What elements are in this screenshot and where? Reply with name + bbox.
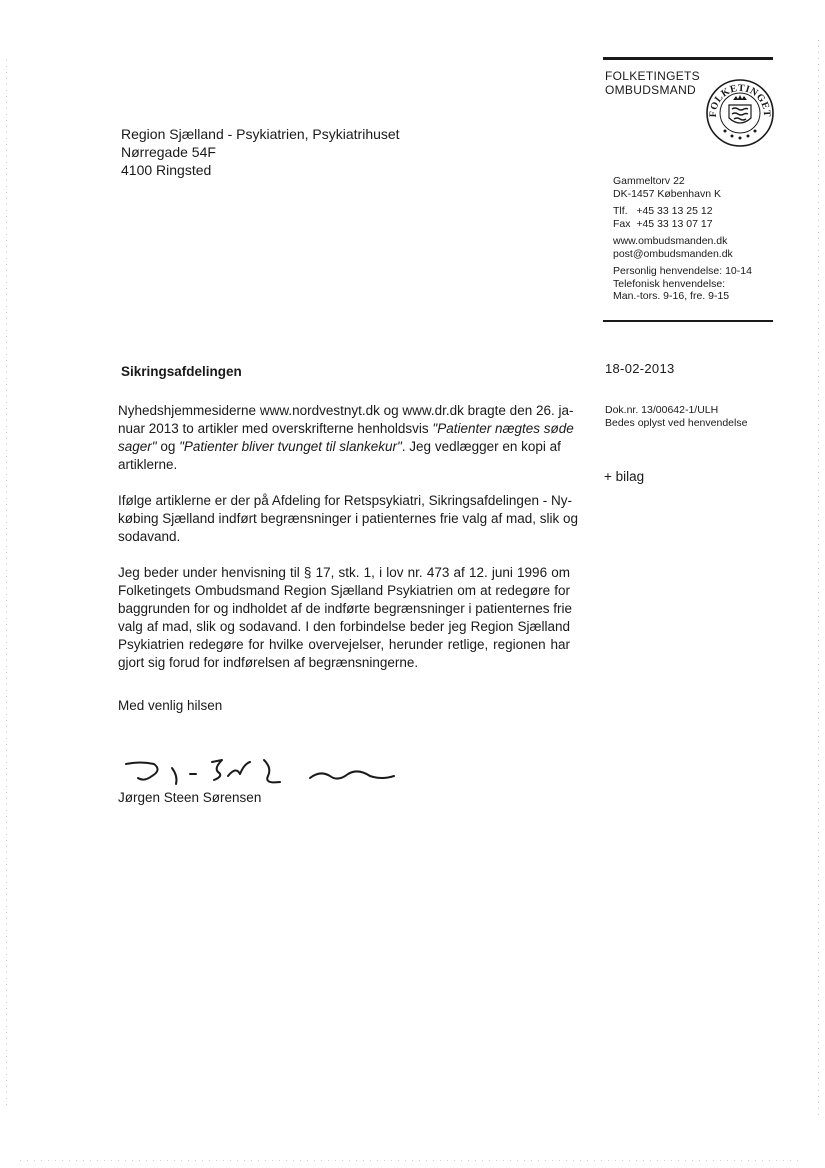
- closing-salutation: Med venlig hilsen: [118, 698, 223, 713]
- reference-note: Bedes oplyst ved henvendelse: [605, 417, 748, 429]
- paragraph-line: Jeg beder under henvisning til § 17, stk. 1, i lov nr. 473 af 12. juni 1996 om: [118, 565, 570, 580]
- recipient-line2: Nørregade 54F: [121, 144, 216, 160]
- article-title-1: "Patienter nægtes søde: [432, 421, 574, 436]
- paragraph-line: købing Sjælland indført begrænsninger i patienternes frie valg af mad, slik og: [118, 511, 578, 526]
- recipient-address: [121, 125, 400, 179]
- letter-date: 18-02-2013: [605, 361, 675, 376]
- enclosure-note: + bilag: [604, 469, 645, 484]
- document-reference: [605, 404, 747, 430]
- recipient-line3: 4100 Ringsted: [121, 162, 212, 178]
- paragraph-line: sodavand.: [118, 529, 181, 544]
- signatory-name: Jørgen Steen Sørensen: [118, 790, 262, 805]
- sender-address-line2: DK-1457 København K: [613, 187, 721, 200]
- scan-edge-right: [818, 40, 819, 1120]
- paragraph-line: Psykiatrien redegøre for hvilke overvejelser, herunder retlige, regionen har: [118, 637, 570, 652]
- sender-phone: Tlf. +45 33 13 25 12: [613, 205, 713, 217]
- body-paragraph-3: [118, 564, 573, 672]
- sender-email: post@ombudsmanden.dk: [613, 247, 733, 260]
- seal-text: FOLKETINGET: [707, 82, 773, 118]
- body-paragraph-2: [118, 492, 578, 546]
- paragraph-line: [118, 438, 570, 456]
- body-paragraph-1: [118, 402, 574, 474]
- text-run: nuar 2013 to artikler med overskrifterne henholdsvis: [118, 421, 433, 436]
- org-name-line1: FOLKETINGETS: [605, 69, 700, 83]
- paragraph-line: Ifølge artiklerne er der på Afdeling for Retspsykiatri, Sikringsafdelingen - Ny-: [118, 493, 572, 508]
- sender-contact-block: [613, 175, 752, 308]
- text-run: og: [156, 439, 180, 454]
- sender-website: www.ombudsmanden.dk: [613, 235, 728, 247]
- paragraph-line: [118, 420, 574, 438]
- article-title-2: "Patienter bliver tvunget til slankekur": [179, 439, 402, 454]
- paragraph-line: valg af mad, slik og sodavand. I den forbindelse beder jeg Region Sjælland: [118, 619, 570, 634]
- article-title-1-end: sager": [118, 439, 157, 454]
- paragraph-line: baggrunden for og indholdet af de indførte begrænsninger i patienternes frie: [118, 601, 573, 616]
- contact-block-bottom-rule: [603, 320, 773, 322]
- letter-subject: Sikringsafdelingen: [121, 364, 242, 379]
- document-number: Dok.nr. 13/00642-1/ULH: [605, 404, 719, 416]
- org-name-line2: OMBUDSMAND: [605, 83, 697, 97]
- scan-edge-bottom: [20, 1160, 800, 1161]
- parliament-seal-icon: [705, 78, 775, 148]
- sender-fax: Fax +45 33 13 07 17: [613, 217, 713, 230]
- handwritten-signature: [120, 752, 400, 792]
- paragraph-line: artiklerne.: [118, 457, 178, 472]
- text-run: . Jeg vedlægger en kopi af: [401, 439, 561, 454]
- scan-edge-left: [6, 60, 7, 1110]
- recipient-line1: Region Sjælland - Psykiatrien, Psykiatrihuset: [121, 126, 400, 142]
- paragraph-line: Folketingets Ombudsmand Region Sjælland Psykiatrien om at redegøre for: [118, 583, 570, 598]
- sender-address-line1: Gammeltorv 22: [613, 175, 685, 187]
- opening-hours-phone-label: Telefonisk henvendelse:: [613, 277, 726, 290]
- paragraph-line: gjort sig forud for indførelsen af begrænsningerne.: [118, 655, 419, 670]
- letterhead-top-rule: [603, 57, 773, 60]
- opening-hours-phone: Man.-tors. 9-16, fre. 9-15: [613, 290, 730, 302]
- letterhead-org-name: [605, 69, 700, 97]
- letter-body: [118, 402, 578, 690]
- paragraph-line: Nyhedshjemmesiderne www.nordvestnyt.dk og www.dr.dk bragte den 26. ja-: [118, 403, 574, 418]
- opening-hours-personal: Personlig henvendelse: 10-14: [613, 265, 752, 277]
